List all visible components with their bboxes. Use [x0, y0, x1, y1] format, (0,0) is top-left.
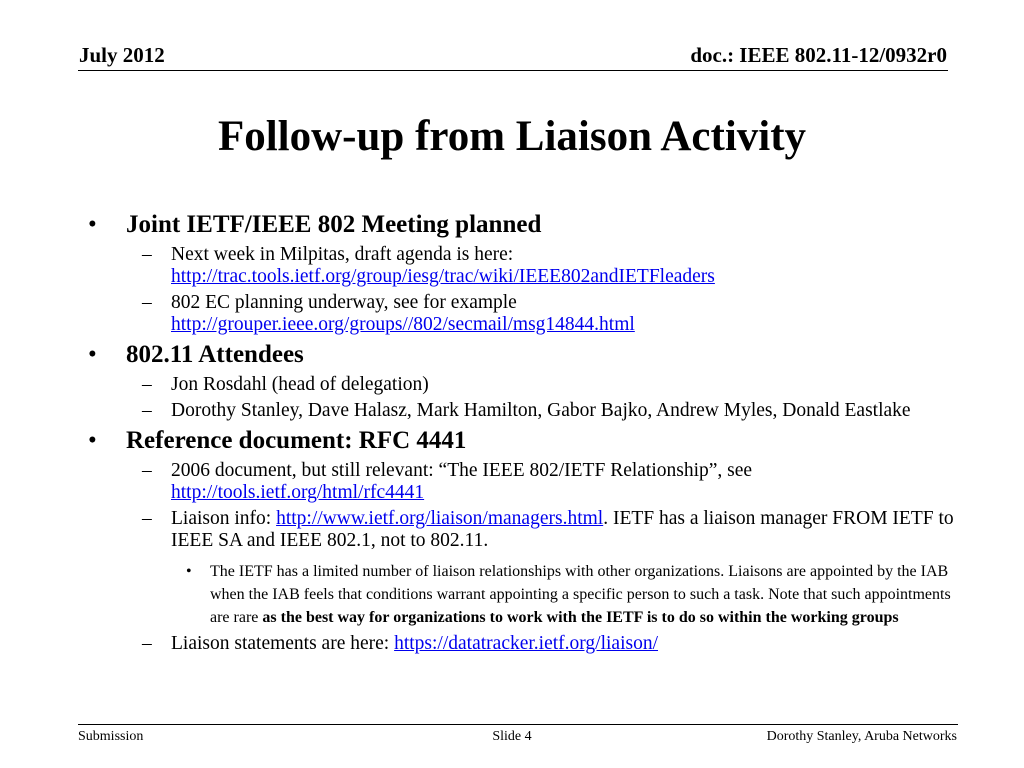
dash-icon: – — [142, 633, 152, 654]
dash-icon: – — [142, 508, 152, 529]
rfc4441-link[interactable]: http://tools.ietf.org/html/rfc4441 — [171, 482, 425, 503]
sub-bullet-rfc-relevance — [88, 460, 968, 504]
sub-bullet-text: 2006 document, but still relevant: “The IEEE 802/IETF Relationship”, see — [171, 460, 753, 481]
bullet-text: Reference document: RFC 4441 — [126, 427, 467, 454]
bullet-attendees — [88, 340, 968, 370]
sub-bullet-liaison-statements — [88, 633, 968, 655]
footer-submission: Submission — [78, 729, 144, 744]
footer-author: Dorothy Stanley, Aruba Networks — [766, 729, 957, 744]
sub-bullet-text: Jon Rosdahl (head of delegation) — [171, 374, 429, 395]
sub-sub-bullet-liaison-relationships — [88, 560, 968, 629]
sub-bullet-text: Next week in Milpitas, draft agenda is here: — [171, 244, 514, 265]
sub-bullet-liaison-info — [88, 508, 968, 552]
footer-slide-number: Slide 4 — [492, 729, 532, 744]
dash-icon: – — [142, 374, 152, 395]
header-date: July 2012 — [79, 43, 165, 67]
sub-bullet-milpitas — [88, 244, 968, 288]
dash-icon: – — [142, 244, 152, 265]
sub-sub-bullet-emphasis: as the best way for organizations to work with the IETF is to do so within the working groups — [262, 609, 899, 626]
bullet-icon: • — [88, 211, 97, 238]
sub-bullet-ec-planning — [88, 292, 968, 336]
bullet-icon: • — [88, 427, 97, 454]
dash-icon: – — [142, 292, 152, 313]
agenda-link[interactable]: http://trac.tools.ietf.org/group/iesg/trac/wiki/IEEE802andIETFleaders — [171, 266, 715, 287]
sub-sub-bullet-text: The IETF has a limited number of liaison relationships with other organizations. Liaisons are appointed by the IAB when the IAB feels that conditions warrant appointing a specific person to such a task. Note that such appointments are rare — [210, 563, 951, 626]
sub-bullet-text: 802 EC planning underway, see for example — [171, 292, 517, 313]
dash-icon: – — [142, 400, 152, 421]
liaison-managers-link[interactable]: http://www.ietf.org/liaison/managers.html — [276, 508, 604, 529]
header-doc-id: doc.: IEEE 802.11-12/0932r0 — [690, 43, 947, 67]
bullet-icon: • — [186, 563, 192, 580]
footer-divider — [78, 724, 958, 725]
slide-title: Follow-up from Liaison Activity — [217, 113, 807, 160]
bullet-text: Joint IETF/IEEE 802 Meeting planned — [126, 211, 542, 238]
bullet-icon: • — [88, 341, 97, 368]
bullet-joint-meeting — [88, 210, 968, 240]
sub-bullet-attendee-names — [88, 400, 968, 422]
datatracker-liaison-link[interactable]: https://datatracker.ietf.org/liaison/ — [394, 633, 659, 654]
sub-bullet-prefix: Liaison statements are here: — [171, 633, 395, 654]
header-divider — [78, 70, 948, 71]
bullet-reference-doc — [88, 426, 968, 456]
dash-icon: – — [142, 460, 152, 481]
sub-bullet-suffix: . IETF has a liaison manager FROM IETF to IEEE SA and IEEE 802.1, not to 802.11. — [171, 508, 954, 551]
bullet-text: 802.11 Attendees — [126, 341, 304, 368]
secmail-link[interactable]: http://grouper.ieee.org/groups//802/secmail/msg14844.html — [171, 314, 635, 335]
slide-content — [88, 206, 968, 655]
sub-bullet-head-delegation — [88, 374, 968, 396]
sub-bullet-prefix: Liaison info: — [171, 508, 277, 529]
sub-bullet-text: Dorothy Stanley, Dave Halasz, Mark Hamilton, Gabor Bajko, Andrew Myles, Donald Eastlake — [171, 400, 911, 421]
